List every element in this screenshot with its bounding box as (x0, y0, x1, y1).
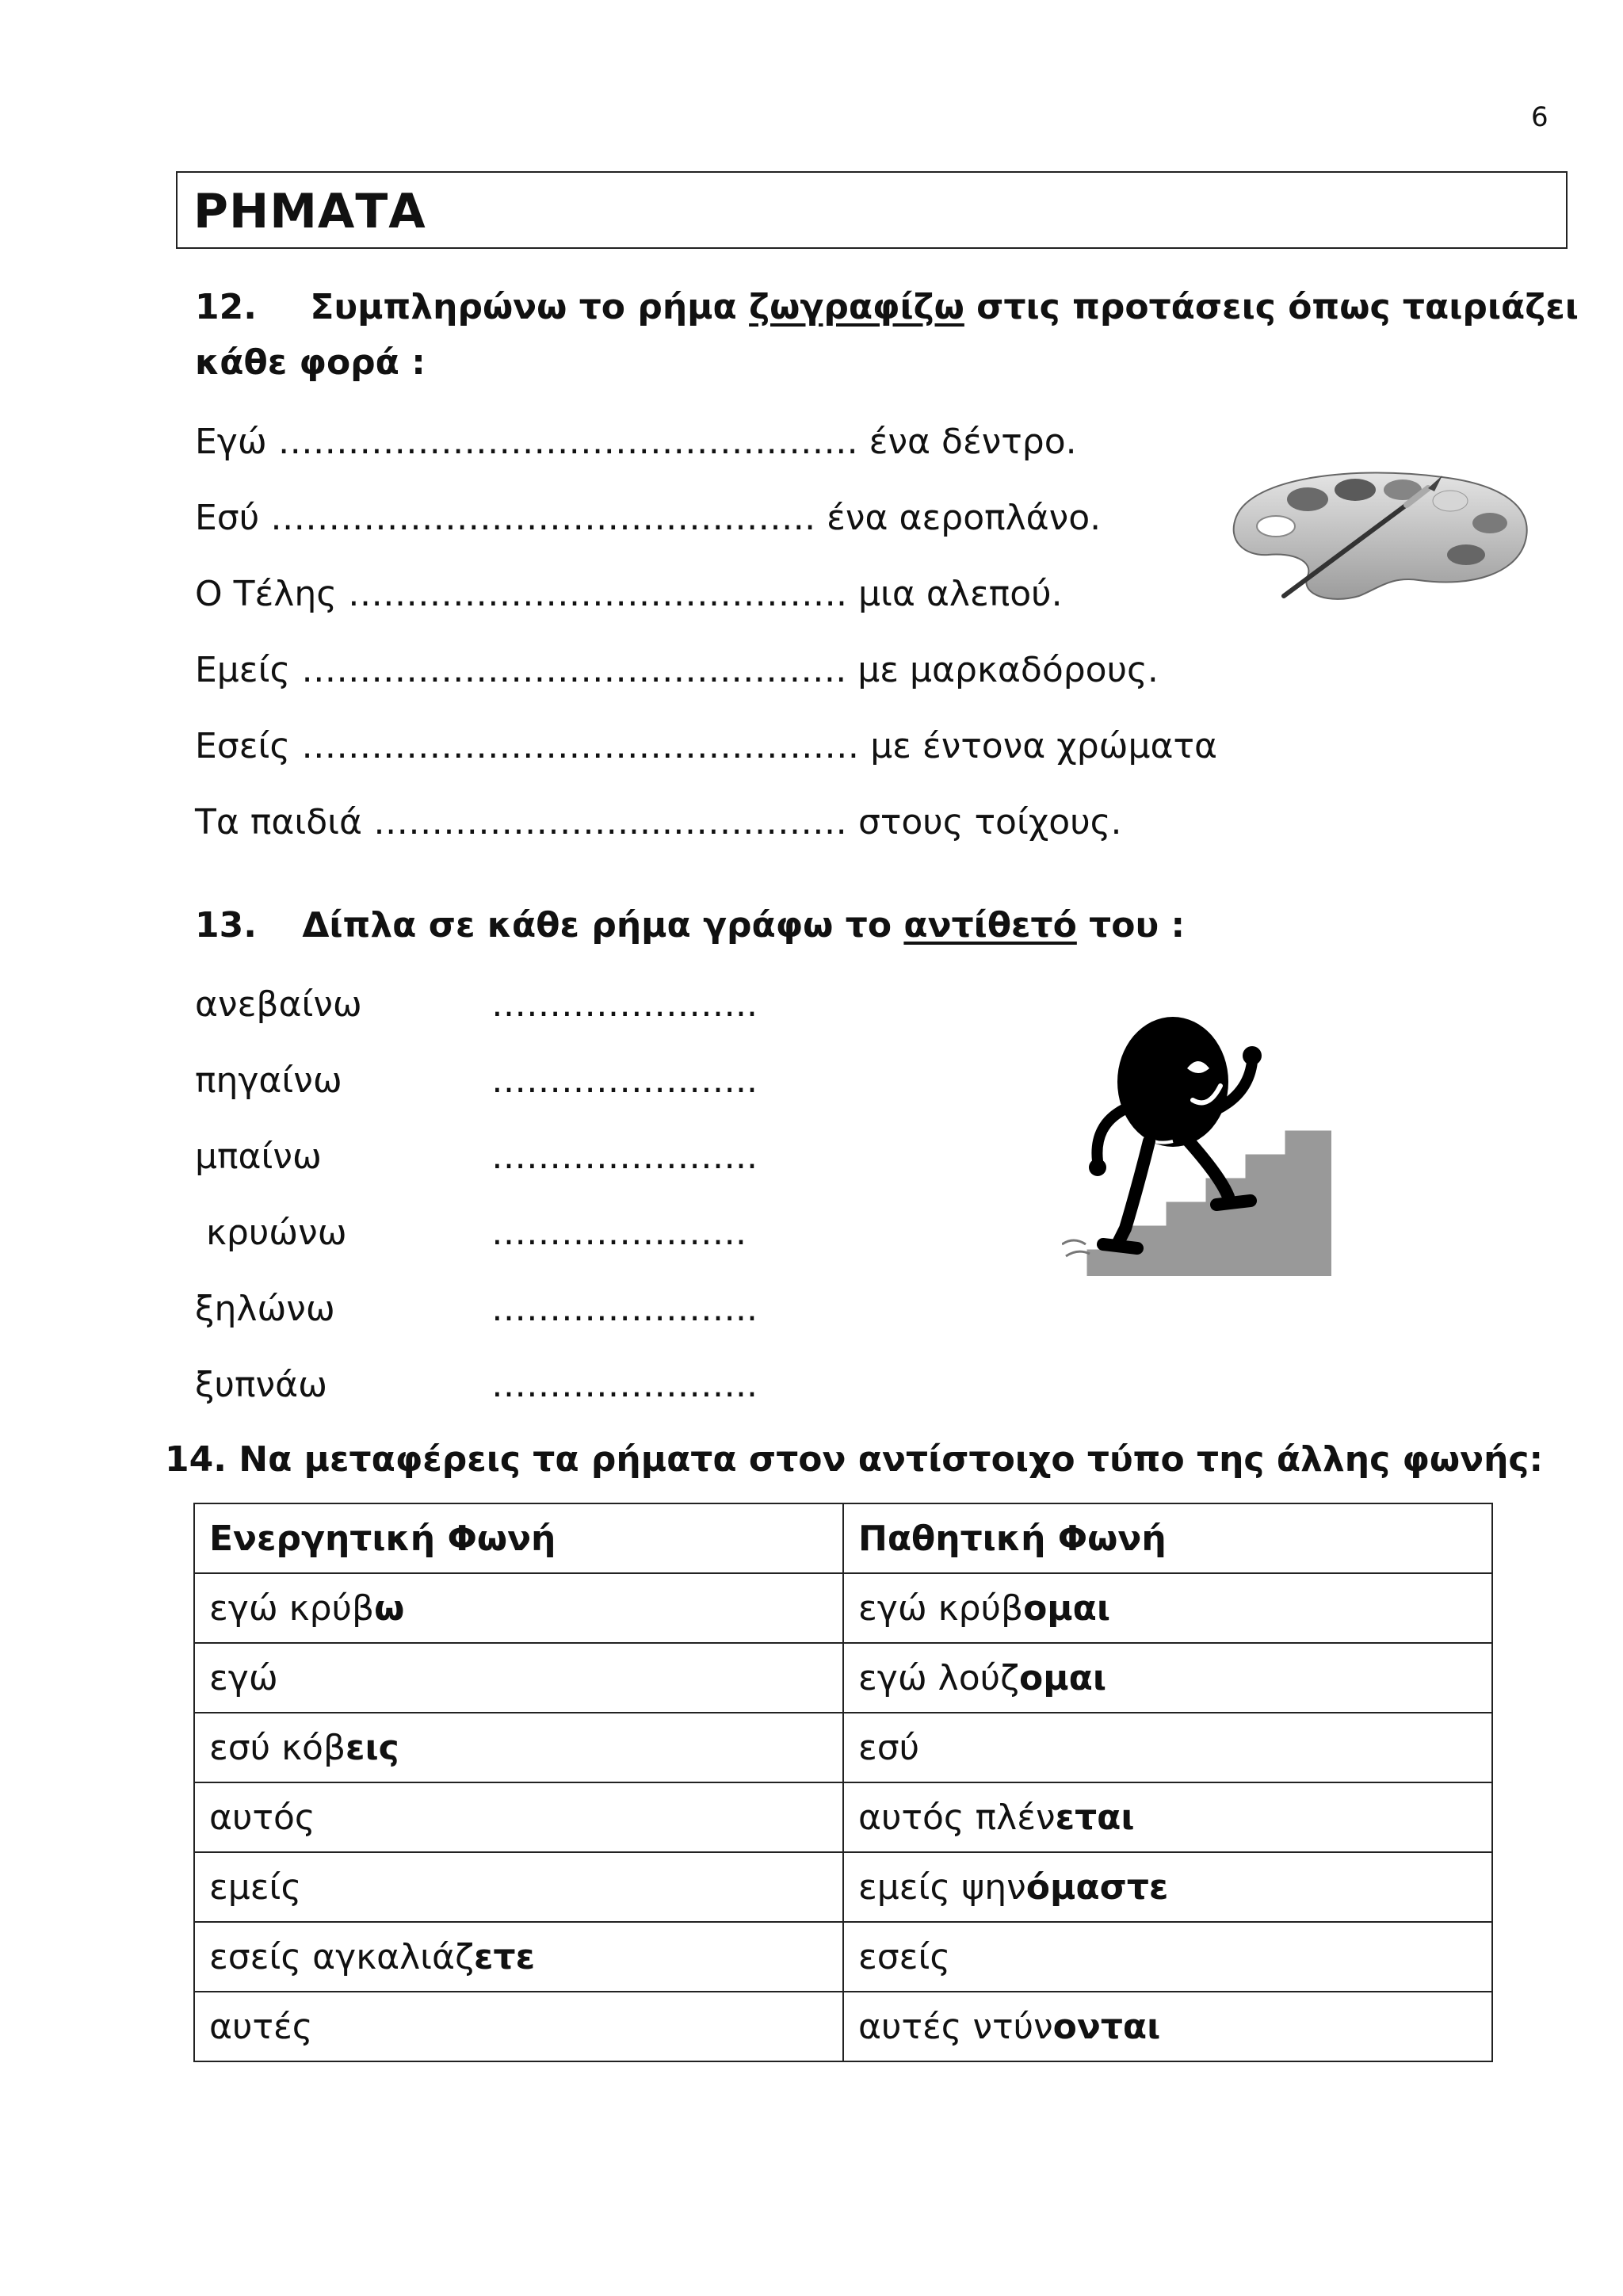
passive-cell[interactable]: αυτός πλένεται (843, 1782, 1492, 1852)
q12-blank[interactable]: ………………………………………… (301, 726, 860, 766)
title-box (176, 171, 1568, 249)
running-up-stairs-icon (1062, 1007, 1339, 1284)
active-cell[interactable]: αυτός (194, 1782, 843, 1852)
q12-keyword: ζωγραφίζω (749, 287, 964, 327)
page-number: 6 (1531, 101, 1549, 133)
q12-subject: Εσύ (195, 498, 260, 538)
q12-subject: Εγώ (195, 422, 267, 462)
q12-blank[interactable]: ……………………………….………. (301, 650, 847, 690)
q12-ending: με μαρκαδόρους. (857, 650, 1159, 690)
q13-blank[interactable]: ………………….. (491, 1060, 758, 1101)
q13-heading (195, 905, 1185, 946)
table-row (194, 1852, 1492, 1922)
q12-blank[interactable]: ……………………………………. (348, 574, 848, 614)
q12-ending: με έντονα χρώματα (870, 726, 1217, 766)
passive-cell[interactable]: εμείς ψηνόμαστε (843, 1852, 1492, 1922)
active-voice-header: Ενεργητική Φωνή (194, 1503, 843, 1573)
table-row (194, 1992, 1492, 2061)
page-title: ΡΗΜΑΤΑ (193, 184, 426, 239)
q12-ending: στους τοίχους. (858, 802, 1122, 842)
q13-verb: ξυπνάω (195, 1365, 327, 1405)
q13-blank[interactable]: ………………….. (491, 1137, 758, 1177)
q12-subject: Εμείς (195, 650, 291, 690)
q12-text-after: στις προτάσεις όπως ταιριάζει (976, 287, 1579, 327)
q13-blank[interactable]: ………………….. (491, 984, 758, 1025)
q12-line (195, 726, 1217, 766)
q12-text-before: Συμπληρώνω το ρήμα (310, 287, 737, 327)
active-cell[interactable]: εσύ κόβεις (194, 1713, 843, 1782)
table-row (194, 1782, 1492, 1852)
q13-verb: ξηλώνω (195, 1289, 335, 1329)
q12-ending: μια αλεπού. (858, 574, 1063, 614)
q13-text-after: του : (1089, 905, 1186, 946)
passive-cell[interactable]: εσύ (843, 1713, 1492, 1782)
active-cell[interactable]: εγώ (194, 1643, 843, 1713)
q13-blank[interactable]: …………………. (491, 1213, 747, 1253)
passive-cell[interactable]: εγώ κρύβομαι (843, 1573, 1492, 1643)
q13-blank[interactable]: ………………….. (491, 1365, 758, 1405)
q13-number: 13. (195, 905, 257, 946)
q13-verb: ανεβαίνω (195, 984, 362, 1025)
active-cell[interactable]: εμείς (194, 1852, 843, 1922)
q12-subject: Τα παιδιά (195, 802, 363, 842)
q13-blank[interactable]: ………………….. (491, 1289, 758, 1329)
voice-table (193, 1503, 1493, 2062)
q14-heading: 14. Να μεταφέρεις τα ρήματα στον αντίστοιχο τύπο της άλλης φωνής: (165, 1439, 1544, 1480)
q13-verb: κρυώνω (195, 1213, 347, 1253)
q13-verb: πηγαίνω (195, 1060, 342, 1101)
q12-line (195, 498, 1101, 538)
q12-blank[interactable]: …………………………………….……. (277, 422, 858, 462)
q12-heading-line2: κάθε φορά : (195, 342, 426, 383)
q12-number: 12. (195, 287, 257, 327)
q12-line (195, 650, 1159, 690)
table-row (194, 1573, 1492, 1643)
q12-line (195, 574, 1063, 614)
passive-cell[interactable]: εσείς (843, 1922, 1492, 1992)
q13-text-before: Δίπλα σε κάθε ρήμα γράφω το (302, 905, 892, 946)
active-cell[interactable]: εσείς αγκαλιάζετε (194, 1922, 843, 1992)
active-cell[interactable]: αυτές (194, 1992, 843, 2061)
table-row (194, 1713, 1492, 1782)
q13-verb: μπαίνω (195, 1137, 322, 1177)
q12-ending: ένα αεροπλάνο. (827, 498, 1102, 538)
q12-line (195, 422, 1077, 462)
q12-blank[interactable]: ………………….....…………… (373, 802, 847, 842)
passive-cell[interactable]: αυτές ντύνονται (843, 1992, 1492, 2061)
q12-subject: Εσείς (195, 726, 291, 766)
q12-subject: Ο Τέλης (195, 574, 338, 614)
q12-line (195, 802, 1121, 842)
table-header-row (194, 1503, 1492, 1573)
q12-ending: ένα δέντρο. (869, 422, 1077, 462)
paint-palette-icon (1220, 461, 1537, 604)
passive-cell[interactable]: εγώ λούζομαι (843, 1643, 1492, 1713)
q12-blank[interactable]: ………………………………….……. (270, 498, 816, 538)
table-row (194, 1922, 1492, 1992)
q13-keyword: αντίθετό (903, 905, 1077, 946)
q12-heading (195, 287, 1579, 327)
table-row (194, 1643, 1492, 1713)
active-cell[interactable]: εγώ κρύβω (194, 1573, 843, 1643)
passive-voice-header: Παθητική Φωνή (843, 1503, 1492, 1573)
